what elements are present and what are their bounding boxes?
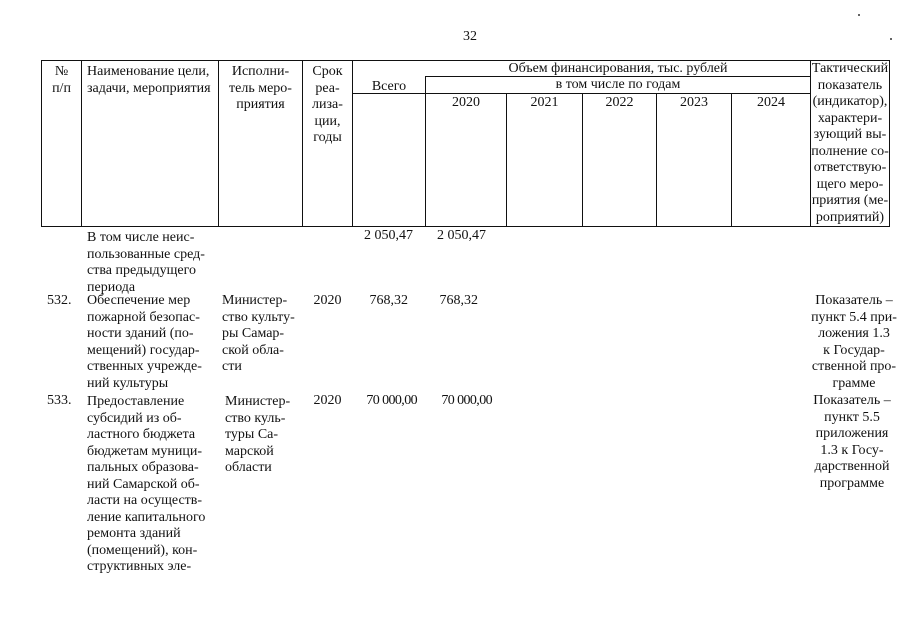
row-total: 768,32	[369, 293, 408, 308]
header-col-indicator: Тактический показатель (индикатор), характери- зующий вы- полнение со- ответствую- щего меро- приятия (ме- роприятий)	[811, 61, 889, 225]
header-col-by-years: в том числе по годам	[555, 77, 681, 92]
row-2020: 2 050,47	[437, 228, 486, 243]
row-name: Обеспечение мер пожарной безопас- ности зданий (по- мещений) государ- ственных учрежде- ний культуры	[87, 293, 202, 391]
header-year-2020: 2020	[452, 95, 480, 110]
header-col-total: Всего	[371, 79, 407, 94]
row-executor: Министер- ство культу- ры Самар- ской обла- сти	[222, 293, 295, 374]
row-number: 532.	[47, 293, 72, 308]
header-col-number: № п/п	[52, 64, 71, 96]
row-2020: 768,32	[439, 293, 478, 308]
page-number: 32	[463, 29, 477, 44]
scan-speck	[858, 14, 860, 16]
header-year-2023: 2023	[680, 95, 708, 110]
row-executor: Министер- ство куль- туры Са- марской области	[225, 394, 291, 475]
header-col-funding: Объем финансирования, тыс. рублей	[508, 61, 728, 76]
row-number: 533.	[47, 393, 72, 408]
row-name: В том числе неис- пользованные сред- ства предыдущего периода	[87, 230, 205, 295]
header-col-term: Срок реа- лиза- ции, годы	[312, 64, 343, 145]
row-total: 2 050,47	[364, 228, 413, 243]
row-2020: 70 000,00	[441, 393, 492, 408]
row-indicator: Показатель – пункт 5.4 при- ложения 1.3 к Государ- ственной про- грамме	[811, 293, 897, 391]
header-year-2024: 2024	[757, 95, 785, 110]
header-year-2021: 2021	[530, 95, 559, 110]
row-name: Предоставление субсидий из об- ластного бюджета бюджетам муници- пальных образова- ний Самарской об- ласти на осуществ- ление капитального ремонта зданий (помещений), кон- структивных эле-	[87, 394, 206, 574]
row-indicator: Показатель – пункт 5.5 приложения 1.3 к Госу- дарственной программе	[813, 393, 891, 491]
header-year-2022: 2022	[605, 95, 634, 110]
row-total: 70 000,00	[366, 393, 417, 408]
row-term: 2020	[313, 293, 342, 308]
row-term: 2020	[313, 393, 342, 408]
scan-speck	[890, 38, 892, 40]
header-col-name: Наименование цели, задачи, мероприятия	[87, 64, 211, 96]
header-col-executor: Исполни- тель меро- приятия	[229, 64, 292, 112]
